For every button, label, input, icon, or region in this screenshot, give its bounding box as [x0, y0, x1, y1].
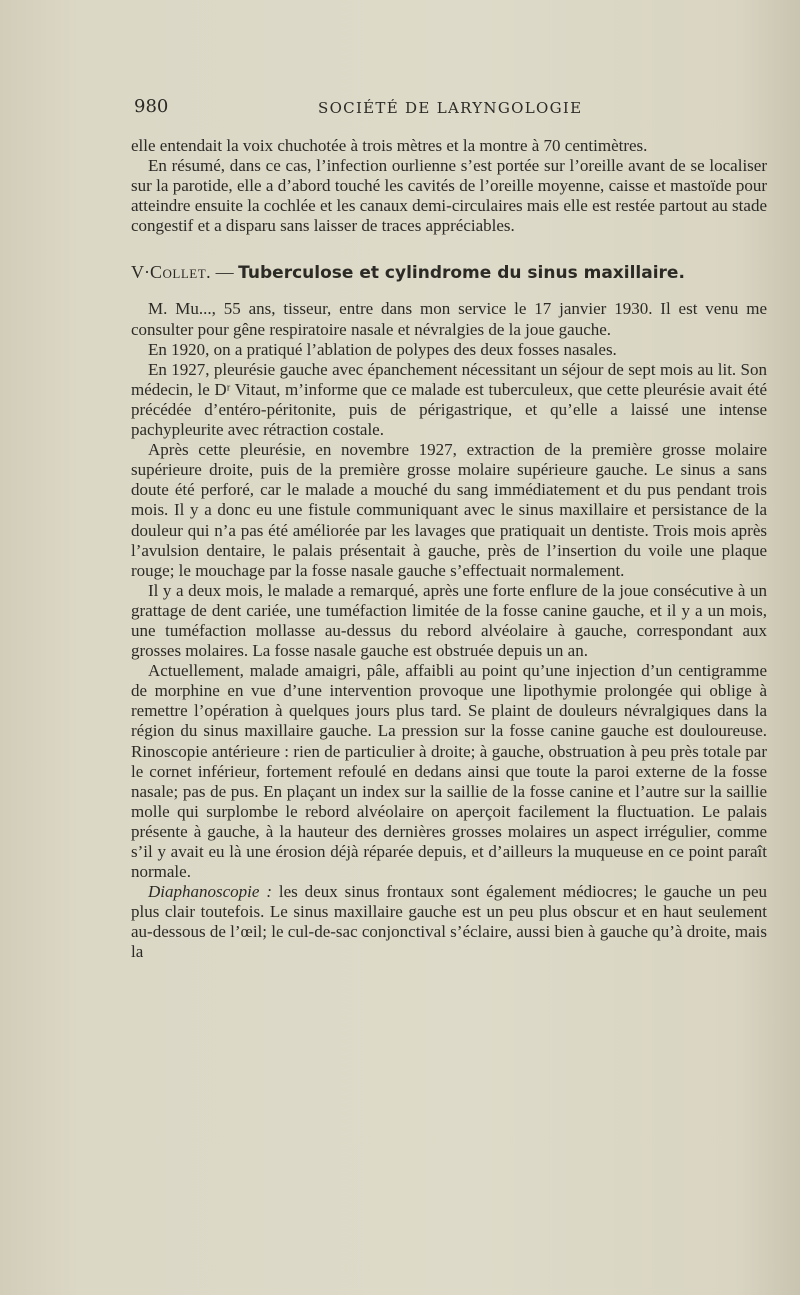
paragraph: En 1920, on a pratiqué l’ablation de polypes des deux fosses nasales.: [148, 339, 617, 359]
section-heading: [131, 260, 767, 285]
paragraph: M. Mu..., 55 ans, tisseur, entre dans mon service le 17 janvier 1930. Il est venu me consulter pour gêne respiratoire nasale et névralgies de la joue gauche.: [131, 299, 767, 339]
diaphanoscopie-label: Diaphanoscopie :: [148, 882, 272, 902]
page-body: [131, 136, 767, 963]
section-numeral: V·: [131, 262, 150, 283]
paragraph: Après cette pleurésie, en novembre 1927, extraction de la première grosse molaire supérieure droite, puis de la première grosse molaire supérieure gauche. Le sinus a sans doute été perforé, car le malade a mouché du sang immédiatement et du pus pendant trois mois. Il y a donc eu une fistule communiquant avec le sinus maxillaire et persistance de la douleur qui n’a pas été améliorée par les lavages que pratiquait un dentiste. Trois mois après l’avulsion dentaire, le palais présentait à gauche, près de l’insertion du voile une plaque rouge; le mouchage par la fosse nasale gauche s’effectuait normalement.: [131, 440, 767, 580]
section-author: Collet.: [150, 262, 212, 283]
section-dash: —: [211, 262, 239, 283]
paragraph: En résumé, dans ce cas, l’infection ourlienne s’est portée sur l’oreille avant de se localiser sur la parotide, elle a d’abord touché les cavités de l’oreille moyenne, caisse et mastoïde pour atteindre ensuite la cochlée et les canaux demi-circulaires mais elle est restée partout au stade congestif et a disparu sans laisser de traces appréciables.: [131, 156, 767, 236]
diaphanoscopie-text: les deux sinus frontaux sont également médiocres; le gauche un peu plus clair toutefois. Le sinus maxillaire gauche est un peu plus obscur et en haut seulement au-dessous de l’œil; le cul-de-sac conjonctival s’éclaire, aussi bien à gauche qu’à droite, mais la: [131, 882, 767, 962]
section-title: Tuberculose et cylindrome du sinus maxillaire.: [238, 263, 685, 284]
running-title: SOCIÉTÉ DE LARYNGOLOGIE: [318, 99, 583, 117]
paragraph: elle entendait la voix chuchotée à trois mètres et la montre à 70 centimètres.: [131, 136, 648, 155]
paragraph: Actuellement, malade amaigri, pâle, affaibli au point qu’une injection d’un centigramme de morphine en vue d’une intervention provoque une lipothymie prolongée qui oblige à remettre l’opération à quelques jours plus tard. Se plaint de douleurs névralgiques dans la région du sinus maxillaire gauche. La pression sur la fosse canine gauche est douloureuse. Rinoscopie antérieure : rien de particulier à droite; à gauche, obstruation à peu près totale par le cornet inférieur, fortement refoulé en dedans ainsi que toute la paroi externe de la fosse nasale; pas de pus. En plaçant un index sur la saillie de la fosse canine et l’autre sur la saillie molle qui surplombe le rebord alvéolaire on aperçoit facilement la fluctuation. Le palais présente à gauche, à la hauteur des dernières grosses molaires un aspect irrégulier, comme s’il y avait eu là une érosion déjà réparée depuis, et d’ailleurs la muqueuse en ce point paraît normale.: [131, 661, 767, 882]
page-number: 980: [134, 96, 169, 117]
page-header: [134, 96, 764, 120]
paragraph: En 1927, pleurésie gauche avec épanchement nécessitant un séjour de sept mois au lit. Son médecin, le Dʳ Vitaut, m’informe que ce malade est tuberculeux, que cette pleurésie avait été précédée d’entéro-péritonite, puis de périgastrique, et qu’elle a laissé une intense pachypleurite avec rétraction costale.: [131, 359, 767, 440]
paragraph: Il y a deux mois, le malade a remarqué, après une forte enflure de la joue consécutive à un grattage de dent cariée, une tuméfaction limitée de la fosse canine gauche, et il y a un mois, une tuméfaction mollasse au-dessus du rebord alvéolaire à gauche, correspondant aux grosses molaires. La fosse nasale gauche est obstruée depuis un an.: [131, 580, 767, 661]
paragraph: [131, 882, 767, 962]
